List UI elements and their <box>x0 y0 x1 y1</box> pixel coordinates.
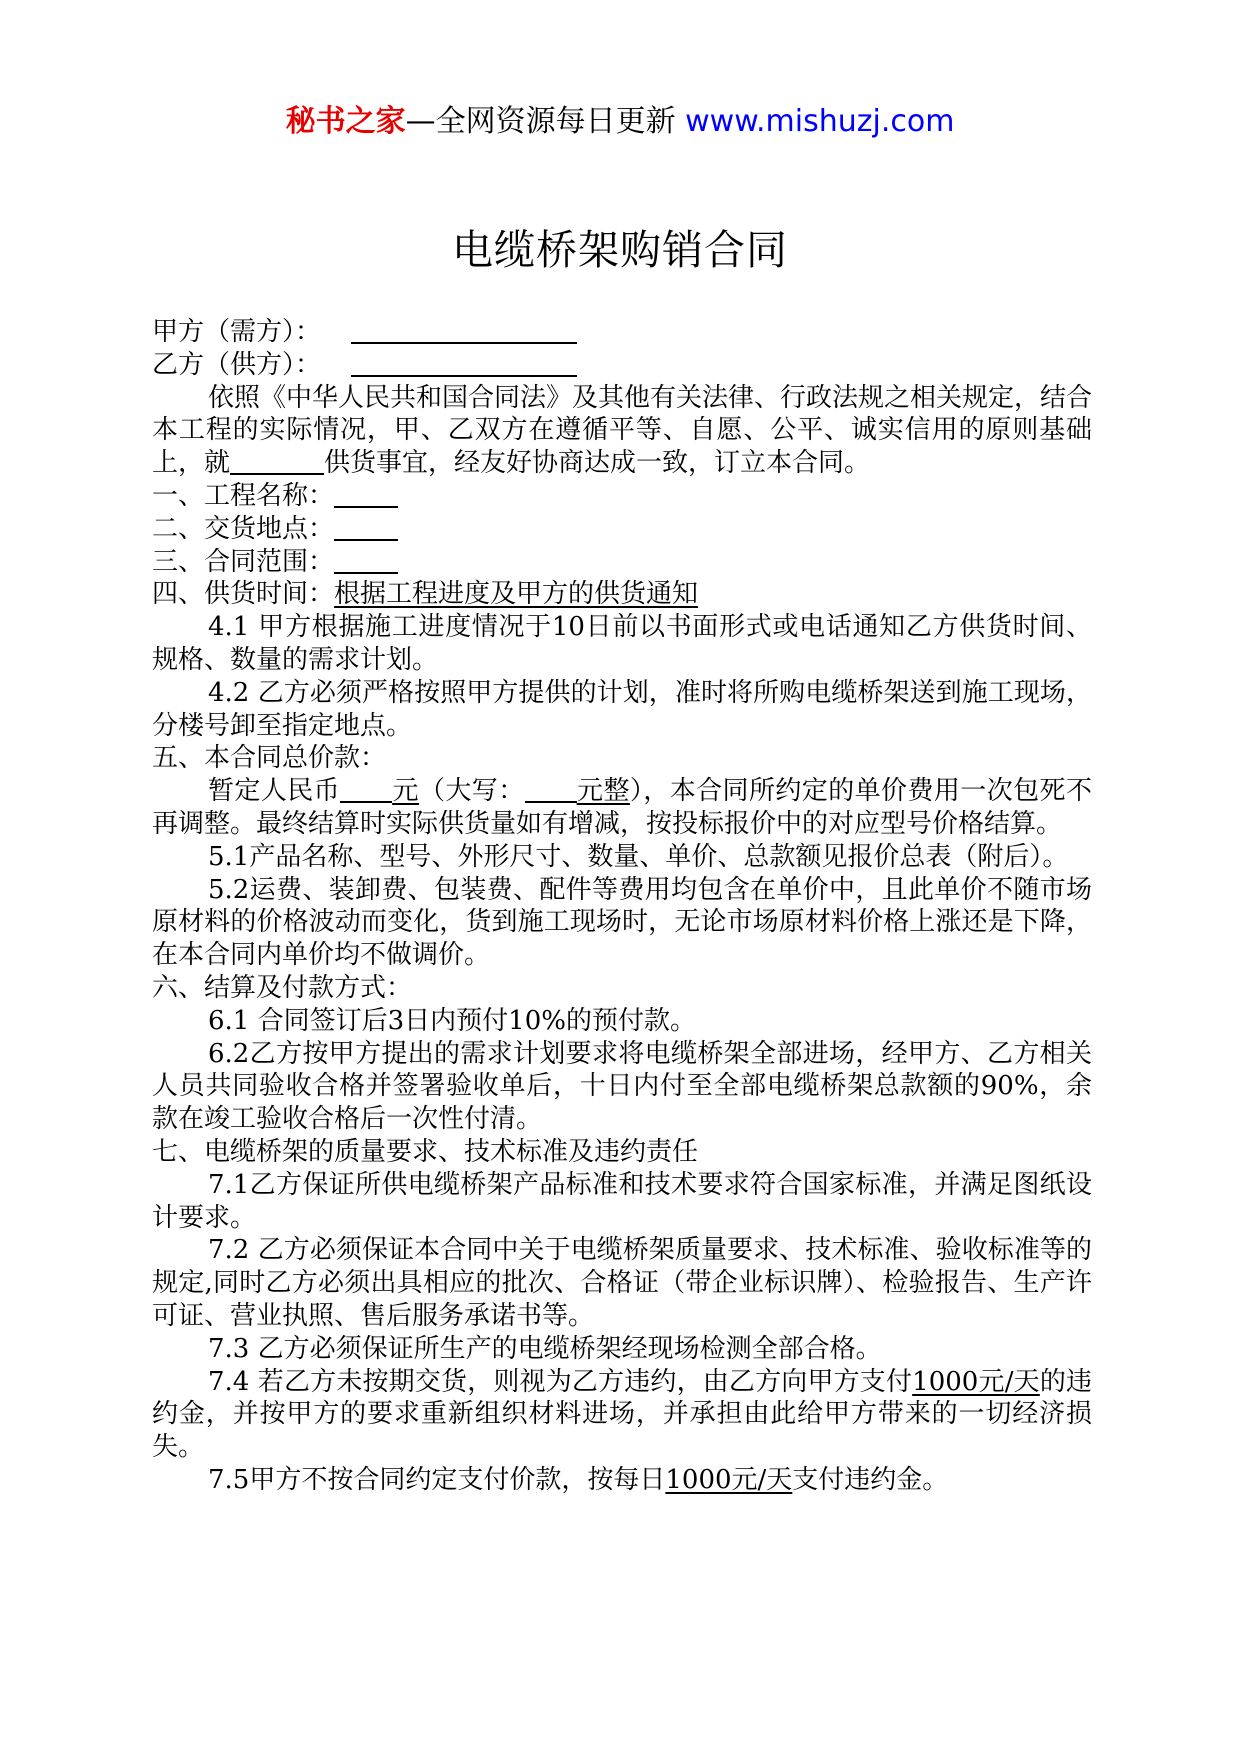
site-tagline: —全网资源每日更新 <box>405 104 676 139</box>
clause-5-1: 5.1产品名称、型号、外形尺寸、数量、单价、总款额见报价总表（附后）。 <box>208 841 1069 872</box>
clause-7-2: 7.2 乙方必须保证本合同中关于电缆桥架质量要求、技术标准、验收标准等的规定,同时乙方必须出具相应的批次、合格证（带企业标识牌）、检验报告、生产许可证、营业执照、售后服务承诺书等。 <box>152 1235 1092 1331</box>
section-3-label: 三、合同范围： <box>152 546 335 577</box>
party-b-line <box>152 349 1092 382</box>
clause-7-4 <box>152 1366 1092 1464</box>
clause-7-5 <box>152 1464 1092 1497</box>
goods-blank <box>230 447 324 475</box>
section-2-line <box>152 513 1092 546</box>
preamble-paragraph <box>152 382 1092 480</box>
clause-7-4-penalty: 1000元/天 <box>912 1366 1040 1397</box>
clause-6-1: 6.1 合同签订后3日内预付10%的预付款。 <box>208 1005 696 1036</box>
clause-7-1: 7.1乙方保证所供电缆桥架产品标准和技术要求符合国家标准，并满足图纸设计要求。 <box>152 1169 1092 1233</box>
clause-7-4-text-c: 的违约金，并按甲方的要求重新组织材料进场，并承担由此给甲方带来的一切经济损失。 <box>152 1366 1092 1463</box>
section-5-heading: 五、本合同总价款： <box>152 743 387 774</box>
price-text-a: 暂定人民币 <box>208 776 341 807</box>
site-brand: 秘书之家 <box>285 104 406 139</box>
section-1-line <box>152 480 1092 513</box>
price-text-c: （大写： <box>418 776 525 807</box>
clause-7-5-text-a: 7.5甲方不按合同约定支付价款，按每日 <box>208 1464 666 1495</box>
party-b-blank <box>351 349 577 377</box>
delivery-place-blank <box>334 513 398 541</box>
clause-5-2: 5.2运费、装卸费、包装费、配件等费用均包含在单价中，且此单价不随市场原材料的价格波动而变化，货到施工现场时，无论市场原材料价格上涨还是下降，在本合同内单价均不做调价。 <box>152 874 1092 971</box>
party-a-label: 甲方（需方）： <box>152 317 322 347</box>
section-7-heading: 七、电缆桥架的质量要求、技术标准及违约责任 <box>152 1136 699 1167</box>
preamble-text-1: 依照《中华人民共和国合同法》及其他有关法律、行政法规之相关规定，结合本工程的实际情况，甲、乙双方在遵循平等、自愿、公平、诚实信用的原则基础上，就 <box>152 382 1093 479</box>
clause-7-5-penalty: 1000元/天 <box>665 1464 793 1495</box>
party-b-label: 乙方（供方）： <box>152 349 322 380</box>
clause-4-2: 4.2 乙方必须严格按照甲方提供的计划，准时将所购电缆桥架送到施工现场，分楼号卸至指定地点。 <box>152 677 1092 741</box>
price-unit: 元 <box>392 776 419 807</box>
site-header <box>0 98 1240 146</box>
clause-4-1: 4.1 甲方根据施工进度情况于10日前以书面形式或电话通知乙方供货时间、规格、数量的需求计划。 <box>152 612 1092 675</box>
price-text-e: ），本合同所约定的单价费用一次包死不再调整。最终结算时实际供货量如有增减，按投标报价中的对应型号价格结算。 <box>152 776 1092 839</box>
party-a-blank <box>351 316 577 344</box>
project-name-blank <box>334 480 398 508</box>
clause-7-5-text-c: 支付违约金。 <box>792 1464 949 1495</box>
contract-body <box>152 316 1092 1497</box>
price-words-blank <box>525 775 577 803</box>
section-1-label: 一、工程名称： <box>152 480 335 511</box>
clause-7-4-text-a: 7.4 若乙方未按期交货，则视为乙方违约，由乙方向甲方支付 <box>208 1366 913 1397</box>
clause-6-2: 6.2乙方按甲方提出的需求计划要求将电缆桥架全部进场，经甲方、乙方相关人员共同验收合格并签署验收单后，十日内付至全部电缆桥架总款额的90%，余款在竣工验收合格后一次性付清。 <box>152 1038 1092 1135</box>
section-6-heading: 六、结算及付款方式： <box>152 972 413 1003</box>
party-a-line <box>152 316 1092 349</box>
clause-7-3: 7.3 乙方必须保证所生产的电缆桥架经现场检测全部合格。 <box>208 1333 882 1364</box>
preamble-text-2: 供货事宜，经友好协商达成一致，订立本合同。 <box>324 448 871 479</box>
section-2-label: 二、交货地点： <box>152 513 335 544</box>
document-title: 电缆桥架购销合同 <box>452 226 788 274</box>
section-4-line <box>152 578 1092 611</box>
section-3-line <box>152 546 1092 579</box>
site-url-link[interactable]: www.mishuzj.com <box>685 104 955 139</box>
price-amount-blank <box>340 775 392 803</box>
section-4-value: 根据工程进度及甲方的供货通知 <box>334 579 699 610</box>
price-words-unit: 元整 <box>576 776 630 807</box>
contract-scope-blank <box>334 546 398 574</box>
clause-5-price <box>152 775 1092 841</box>
section-4-label: 四、供货时间： <box>152 579 335 610</box>
